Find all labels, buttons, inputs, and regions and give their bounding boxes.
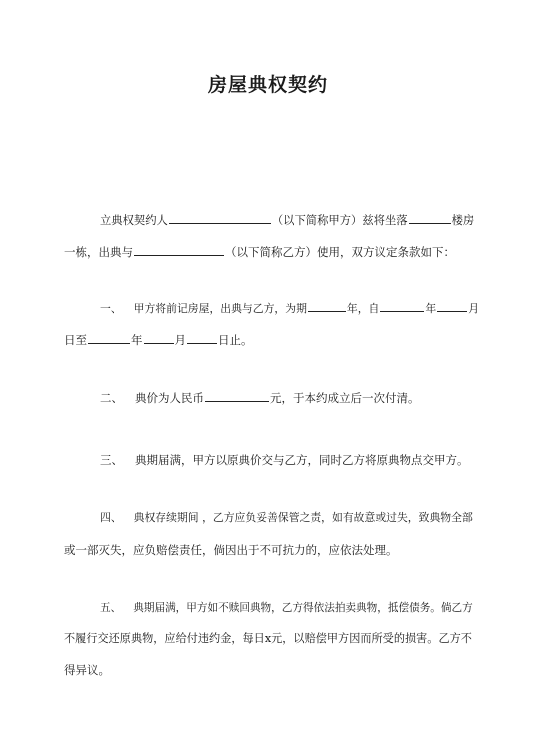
end-year-blank[interactable] <box>88 332 130 344</box>
start-month-blank[interactable] <box>437 300 467 312</box>
intro-text: 一栋，出典与 <box>64 245 133 259</box>
clause-number: 二、 <box>100 391 123 405</box>
end-month-blank[interactable] <box>144 332 174 344</box>
clause-text: 得异议。 <box>64 663 110 677</box>
clause-text: 月 <box>174 333 186 347</box>
clause-number: 四、 <box>100 511 122 524</box>
clause-text: 年 <box>131 333 143 347</box>
clause-4-line-1 <box>100 510 473 526</box>
intro-text: 楼房 <box>451 213 475 227</box>
clause-5-line-1 <box>100 600 473 616</box>
price-blank[interactable] <box>205 390 269 402</box>
clause-text: 不履行交还原典物，应给付违约金，每日x元，以赔偿甲方因而所受的损害。乙方不 <box>64 632 472 645</box>
end-day-blank[interactable] <box>187 332 217 344</box>
party-a-blank[interactable] <box>169 212 271 224</box>
party-b-blank[interactable] <box>134 244 224 256</box>
clause-text: 年，自 <box>346 302 380 315</box>
clause-text: 典期届满，甲方以原典价交与乙方，同时乙方将原典物点交甲方。 <box>135 453 469 467</box>
clause-text: 甲方将前记房屋，出典与乙方，为期 <box>133 302 307 315</box>
clause-1-line-1 <box>100 300 479 317</box>
clause-text: 年 <box>425 302 437 315</box>
clause-text: 日止。 <box>218 333 253 347</box>
clause-text: 日至 <box>64 333 87 347</box>
clause-text: 典期届满，甲方如不赎回典物，乙方得依法拍卖典物，抵偿债务。倘乙方 <box>133 601 473 614</box>
clause-number: 三、 <box>100 453 123 467</box>
clause-5-line-3 <box>64 662 110 678</box>
clause-4-line-2 <box>64 542 398 558</box>
clause-number: 五、 <box>100 601 122 614</box>
clause-text: 典价为人民币 <box>135 391 204 405</box>
clause-3-line-1 <box>100 452 469 468</box>
term-years-blank[interactable] <box>308 300 346 312</box>
location-blank[interactable] <box>409 212 451 224</box>
clause-text: 典权存续期间 ，乙方应负妥善保管之责，如有故意或过失，致典物全部 <box>133 511 473 524</box>
intro-text: （以下简称甲方）兹将坐落 <box>271 213 408 227</box>
intro-line-2 <box>64 244 455 260</box>
clause-text: 元，于本约成立后一次付清。 <box>270 391 420 405</box>
intro-text: （以下简称乙方）使用，双方议定条款如下： <box>225 245 455 259</box>
clause-2-line-1 <box>100 390 420 406</box>
clause-text: 月 <box>468 302 480 315</box>
start-year-blank[interactable] <box>380 300 424 312</box>
clause-5-line-2 <box>64 631 472 647</box>
intro-text: 立典权契约人 <box>100 213 168 227</box>
intro-line-1 <box>100 212 474 228</box>
clause-1-line-2 <box>64 332 253 348</box>
clause-text: 或一部灭失，应负赔偿责任，倘因出于不可抗力的，应依法处理。 <box>64 543 398 557</box>
clause-number: 一、 <box>100 302 122 315</box>
page-title: 房屋典权契约 <box>207 74 328 96</box>
